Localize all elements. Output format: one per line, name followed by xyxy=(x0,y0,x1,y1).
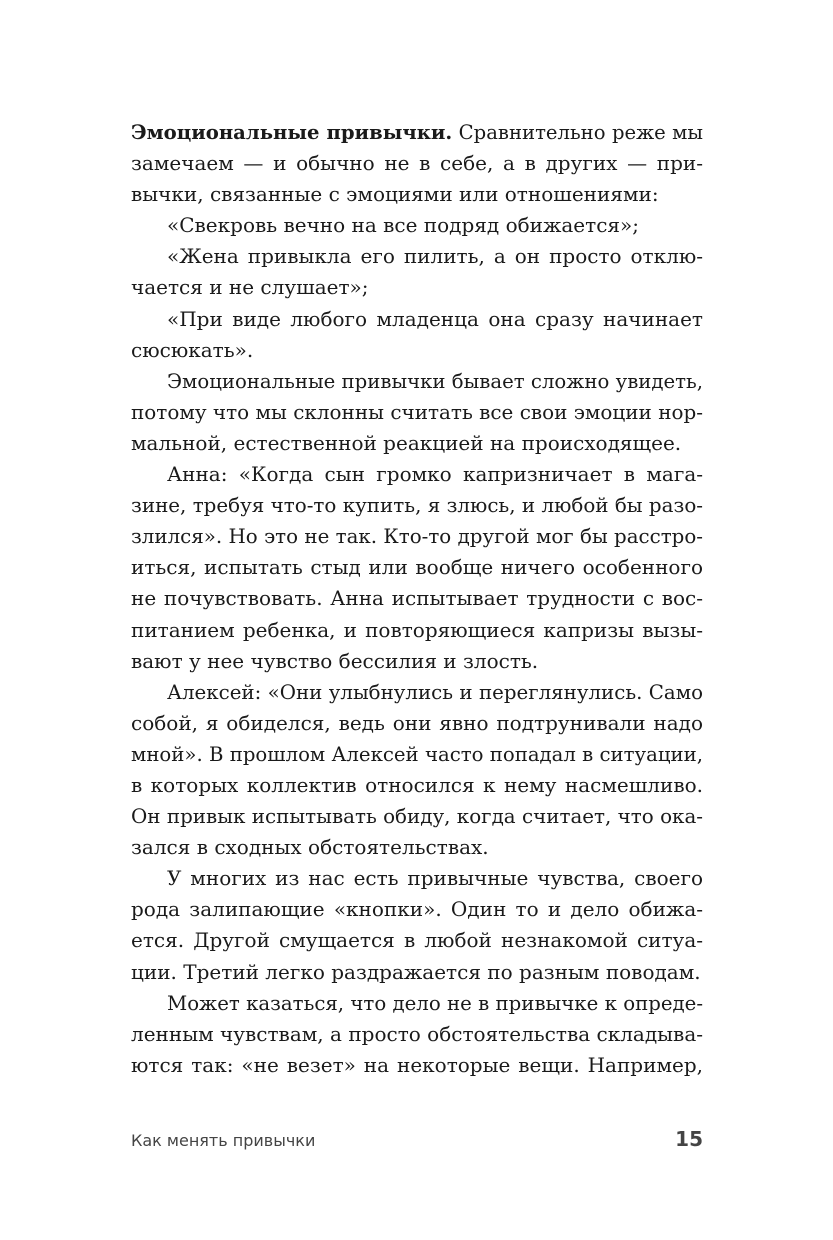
line-text: зался в сходных обстоятельствах. xyxy=(131,835,489,860)
text-line xyxy=(131,739,703,770)
line-text: «Жена привыкла его пилить, а он просто отклю- xyxy=(167,244,703,269)
line-text: сюсюкать». xyxy=(131,337,254,362)
line-text: Алексей: «Они улыбнулись и переглянулись. Само xyxy=(167,680,703,704)
line-text: злился». Но это не так. Кто-то другой мог бы расстро- xyxy=(131,525,703,549)
line-text: чается и не слушает»; xyxy=(131,275,369,300)
text-line xyxy=(131,646,703,677)
body-text xyxy=(131,117,703,1081)
line-text: ленным чувствам, а просто обстоятельства складыва- xyxy=(131,1021,703,1046)
text-line xyxy=(131,366,703,397)
text-line xyxy=(131,304,703,335)
text-line xyxy=(131,490,703,521)
text-line xyxy=(131,521,703,552)
line-text: «При виде любого младенца она сразу начинает xyxy=(167,306,703,331)
line-text: рода залипающие «кнопки». Один то и дело обижа- xyxy=(131,897,703,922)
text-line xyxy=(131,241,703,272)
text-line xyxy=(131,583,703,614)
line-text: вают у нее чувство бессилия и злость. xyxy=(131,648,539,673)
line-text: Может казаться, что дело не в привычке к опреде- xyxy=(167,991,703,1015)
line-text: Сравнительно реже мы xyxy=(452,121,703,144)
section-heading: Эмоциональные привычки. xyxy=(131,121,453,144)
text-line xyxy=(131,863,703,894)
line-text: собой, я обиделся, ведь они явно подтрунивали надо xyxy=(131,710,703,735)
text-line xyxy=(131,428,703,459)
text-line xyxy=(131,957,703,988)
line-text: Анна: «Когда сын громко капризничает в мага- xyxy=(167,462,703,487)
line-text: зине, требуя что-то купить, я злюсь, и любой бы разо- xyxy=(131,494,703,518)
text-line xyxy=(131,832,703,863)
text-line xyxy=(131,552,703,583)
line-text: ции. Третий легко раздражается по разным поводам. xyxy=(131,959,701,984)
text-line xyxy=(131,770,703,801)
line-text: «Свекровь вечно на все подряд обижается»; xyxy=(167,213,640,238)
text-line xyxy=(131,335,703,366)
text-line xyxy=(131,459,703,490)
text-line xyxy=(131,677,703,708)
text-line xyxy=(131,210,703,241)
line-text: замечаем — и обычно не в себе, а в других — при- xyxy=(131,151,703,176)
line-text: мной». В прошлом Алексей часто попадал в ситуации, xyxy=(131,742,704,766)
text-line xyxy=(131,1050,703,1081)
line-text: питанием ребенка, и повторяющиеся капризы вызы- xyxy=(131,617,703,642)
text-line xyxy=(131,397,703,428)
line-text: потому что мы склонны считать все свои эмоции нор- xyxy=(131,399,703,424)
line-text: мальной, естественной реакцией на происходящее. xyxy=(131,430,682,455)
line-text: в которых коллектив относился к нему насмешливо. xyxy=(131,772,703,797)
text-line xyxy=(131,988,703,1019)
text-line xyxy=(131,801,703,832)
text-line xyxy=(131,179,703,210)
line-text: не почувствовать. Анна испытывает трудности с вос- xyxy=(131,586,703,611)
line-text: вычки, связанные с эмоциями или отношениями: xyxy=(131,182,659,207)
line-text: ются так: «не везет» на некоторые вещи. Например, xyxy=(131,1052,703,1077)
text-line xyxy=(131,925,703,956)
page-number: 15 xyxy=(675,1127,703,1151)
text-line xyxy=(131,894,703,925)
line-text: Эмоциональные привычки бывает сложно увидеть, xyxy=(167,369,703,393)
text-line xyxy=(131,117,703,148)
line-text: иться, испытать стыд или вообще ничего особенного xyxy=(131,555,703,580)
line-text: Он привык испытывать обиду, когда считает, что ока- xyxy=(131,805,703,829)
text-line xyxy=(131,1019,703,1050)
text-line xyxy=(131,148,703,179)
text-line xyxy=(131,272,703,303)
text-line xyxy=(131,708,703,739)
line-text: ется. Другой смущается в любой незнакомой ситуа- xyxy=(131,928,703,953)
running-footer-title: Как менять привычки xyxy=(131,1131,316,1150)
text-line xyxy=(131,615,703,646)
line-text: У многих из нас есть привычные чувства, своего xyxy=(167,866,703,891)
